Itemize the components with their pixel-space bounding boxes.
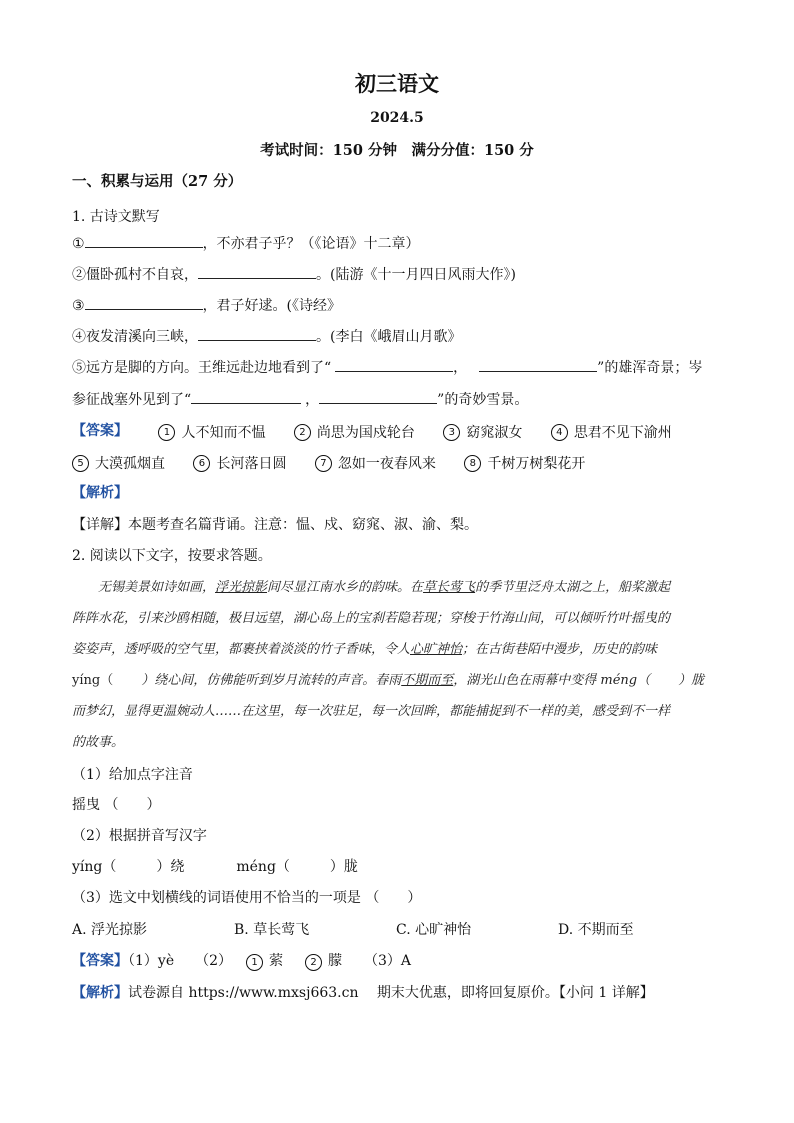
answer-blank — [335, 357, 453, 372]
passage-text: yíng（ — [72, 673, 114, 688]
q1-l2-post: 。(陆游《十一月四日风雨大作》) — [316, 267, 516, 283]
passage-text: 姿姿声，透呼吸的空气里，都裹挟着淡淡的竹子香味，令人 — [72, 642, 411, 657]
q2-analysis — [72, 983, 654, 1003]
circled-number: 4 — [551, 424, 568, 441]
q2-sub1: （1）给加点字注音 — [72, 767, 193, 783]
answer-text: 人不知而不愠 — [181, 424, 266, 441]
q1-l1-post: ，不亦君子乎？（《论语》十二章） — [202, 236, 420, 252]
q2-prompt: 2. 阅读以下文字，按要求答题。 — [72, 548, 272, 564]
q1-line-6 — [72, 389, 528, 410]
underlined-phrase: 心旷神怡 — [410, 642, 463, 657]
answer-text: 萦 — [269, 953, 284, 969]
analysis-text: 试卷源自 https://www.mxsj663.cn 期末大优惠，即将回复原价。【小问 1 详解】 — [128, 985, 654, 1001]
passage-line — [72, 572, 722, 603]
answer-blank — [85, 295, 203, 310]
q1-answer-row-1 — [72, 421, 672, 443]
q1-l3-post: ，君子好逑。(《诗经》 — [202, 298, 342, 314]
answer-text: （1）yè （2） — [128, 953, 233, 969]
q1-line-1 — [72, 233, 420, 254]
passage-text: ）绕心间，仿佛能听到岁月流转的声音。春雨 — [141, 673, 402, 688]
reading-passage — [72, 572, 722, 758]
q1-line-2 — [72, 264, 516, 285]
underlined-phrase: 不期而至 — [401, 673, 454, 688]
circled-number: 2 — [305, 954, 322, 971]
q1-l6-pre: 参征战塞外见到了“ — [72, 392, 192, 408]
q1-l4-post: 。(李白《峨眉山月歌》 — [316, 329, 462, 345]
q1-l5-mid: ， — [453, 360, 468, 376]
circled-number: 7 — [315, 455, 332, 472]
pinyin-prompt: yíng（ — [72, 859, 117, 875]
q2-sub2-items — [72, 857, 358, 877]
answer-text: 窈窕淑女 — [466, 424, 523, 441]
answer-item — [294, 423, 415, 443]
circled-number: 8 — [464, 455, 481, 472]
answer-blank — [191, 389, 301, 404]
q1-line-4 — [72, 326, 461, 347]
circled-number: 1 — [158, 424, 175, 441]
option-a: A. 浮光掠影 — [72, 922, 148, 938]
answer-text: 千树万树梨花开 — [487, 455, 586, 472]
passage-text: 无锡美景如诗如画， — [98, 580, 216, 595]
passage-text: 的季节里泛舟太湖之上，船桨激起 — [475, 580, 671, 595]
exam-info: 考试时间：150 分钟 满分分值：150 分 — [260, 142, 534, 159]
underlined-phrase: 草长莺飞 — [423, 580, 476, 595]
answer-blank — [198, 326, 316, 341]
passage-text: ，湖光山色在雨幕中变得 méng（ — [453, 673, 651, 688]
answer-text: 大漠孤烟直 — [95, 455, 165, 472]
circled-number: 5 — [72, 455, 89, 472]
answer-blank — [479, 357, 597, 372]
answer-item — [464, 454, 585, 474]
passage-line: 而梦幻，显得更温婉动人……在这里，每一次驻足，每一次回眸，都能捕捉到不一样的美，感受到不一样 — [72, 704, 671, 719]
passage-text: ）胧 — [678, 673, 705, 688]
answer-text: 朦 — [328, 953, 343, 969]
q1-l6-post: ”的奇妙雪景。 — [437, 392, 529, 408]
q1-l5-pre: ⑤远方是脚的方向。王维远赴边地看到了“ — [72, 360, 332, 376]
pinyin-prompt: ）胧 — [329, 859, 358, 875]
answer-item — [551, 423, 672, 443]
q1-answer-row-2 — [72, 452, 609, 474]
page-title: 初三语文 — [355, 71, 439, 96]
pinyin-prompt: ）绕 — [156, 859, 185, 875]
passage-line: 的故事。 — [72, 735, 125, 750]
circled-number: 2 — [294, 424, 311, 441]
answer-text: 忽如一夜春风来 — [337, 455, 436, 472]
circled-number: 6 — [193, 455, 210, 472]
answer-text: （3）A — [364, 953, 412, 969]
option-b: B. 草长莺飞 — [234, 922, 310, 938]
answer-tag: 【答案】 — [72, 953, 128, 969]
answer-item — [443, 423, 522, 443]
q1-line-5 — [72, 357, 702, 378]
answer-text: 长河落日圆 — [216, 455, 287, 472]
answer-blank — [85, 233, 203, 248]
passage-text: ；在古街巷陌中漫步，历史的韵味 — [462, 642, 658, 657]
answer-blank — [198, 264, 316, 279]
answer-tag: 【答案】 — [72, 423, 128, 439]
answer-text: 思君不见下渝州 — [573, 424, 672, 441]
section-heading: 一、积累与运用（27 分） — [72, 173, 243, 190]
answer-item — [193, 454, 286, 474]
passage-line — [72, 665, 722, 696]
underlined-phrase: 浮光掠影 — [215, 580, 268, 595]
q2-sub2: （2）根据拼音写汉字 — [72, 828, 207, 844]
exam-date: 2024.5 — [370, 110, 424, 126]
q1-l2-pre: ②僵卧孤村不自哀， — [72, 267, 198, 283]
circled-number: 3 — [443, 424, 460, 441]
q1-line-3 — [72, 295, 341, 316]
q2-sub3: （3）选文中划横线的词语使用不恰当的一项是 （ ） — [72, 890, 422, 906]
answer-blank — [319, 389, 437, 404]
analysis-tag: 【解析】 — [72, 985, 128, 1001]
pinyin-prompt: méng（ — [236, 859, 290, 875]
passage-line — [72, 634, 722, 665]
circled-number: 1 — [246, 954, 263, 971]
q1-prompt: 1. 古诗文默写 — [72, 209, 160, 225]
passage-text: 间尽显江南水乡的韵味。在 — [267, 580, 424, 595]
passage-line: 阵阵水花，引来沙鸥相随，极目远望，湖心岛上的宝刹若隐若现；穿梭于竹海山间，可以倾听竹叶摇曳的 — [72, 611, 671, 626]
q2-sub1-item: 摇曳 （ ） — [72, 797, 161, 813]
answer-item — [72, 454, 165, 474]
q2-options — [72, 920, 634, 940]
answer-text: 尚思为国戍轮台 — [316, 424, 415, 441]
q1-l4-pre: ④夜发清溪向三峡， — [72, 329, 198, 345]
option-d: D. 不期而至 — [558, 922, 634, 938]
answer-item — [315, 454, 436, 474]
analysis-tag: 【解析】 — [72, 485, 128, 501]
q1-detail: 【详解】本题考查名篇背诵。注意：愠、戍、窈窕、淑、渝、梨。 — [72, 517, 478, 533]
option-c: C. 心旷神怡 — [396, 922, 472, 938]
q1-l5-post: ”的雄浑奇景；岑 — [597, 360, 703, 376]
q1-l6-mid: ， — [305, 392, 320, 408]
q1-l1-pre: ① — [72, 236, 85, 252]
q1-l3-pre: ③ — [72, 298, 85, 314]
answer-item — [158, 423, 265, 443]
q2-answer — [72, 951, 411, 971]
